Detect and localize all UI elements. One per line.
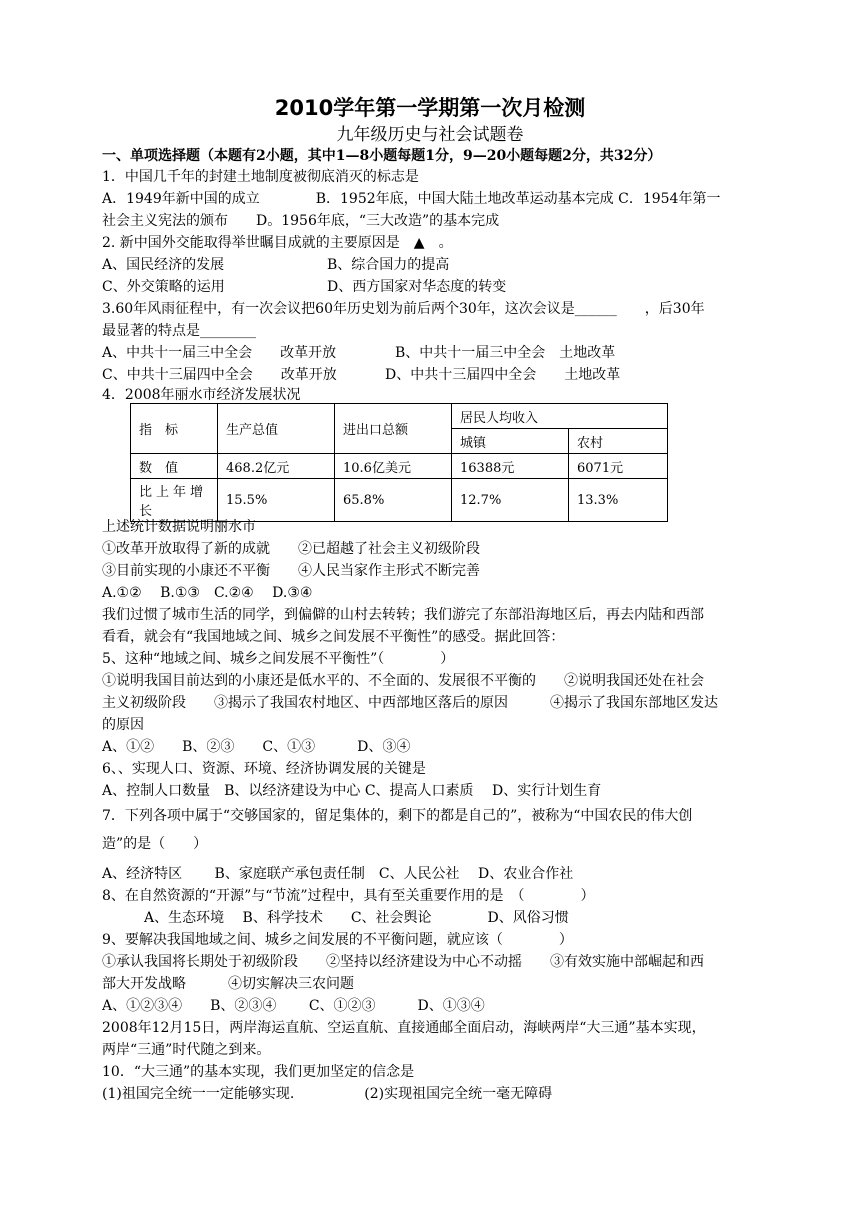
passage1-line2: 看看，就会有“我国地域之间、城乡之间发展不平衡性”的感受。据此回答：: [102, 629, 565, 645]
table-header-gdp: 生产总值: [218, 404, 335, 454]
q3-option-d: D、中共十三届四中全会 土地改革: [385, 367, 621, 383]
q7-stem-line2: 造”的是（ ）: [102, 836, 208, 852]
table-row-label-value: 数 值: [131, 454, 218, 479]
q6-options: A、控制人口数量 B、以经济建设为中心 C、提高人口素质 D、实行计划生育: [102, 783, 602, 799]
q3-option-a: A、中共十一届三中全会 改革开放: [102, 345, 337, 361]
q5-stem: 5、这种“地域之间、城乡之间发展不平衡性”（ ）: [102, 651, 455, 667]
table-cell: 16388元: [452, 454, 569, 479]
q3-option-b: B、中共十一届三中全会 土地改革: [395, 345, 616, 361]
q4-statements-1: ①改革开放取得了新的成就 ②已超越了社会主义初级阶段: [102, 541, 480, 557]
table-header-indicator: 指 标: [131, 404, 218, 454]
table-cell: 468.2亿元: [218, 454, 335, 479]
passage1-line1: 我们过惯了城市生活的同学，到偏僻的山村去转转；我们游完了东部沿海地区后，再去内陆和西部: [102, 607, 704, 623]
table-header-rural: 农村: [569, 429, 668, 454]
q5-statements-3: 的原因: [102, 717, 144, 733]
table-header-income: 居民人均收入: [452, 404, 668, 429]
section-heading: 一、单项选择题（本题有2小题，其中1—8小题每题1分，9—20小题每题2分，共32分）: [102, 148, 662, 164]
q10-stem: 10．“大三通”的基本实现，我们更加坚定的信念是: [102, 1064, 415, 1080]
q10-options: (1)祖国完全统一一定能够实现. (2)实现祖国完全统一毫无障碍: [102, 1086, 553, 1102]
table-cell: 12.7%: [452, 479, 569, 522]
q9-options: A、①②③④ B、②③④ C、①②③ D、①③④: [102, 998, 485, 1014]
q4-options: A.①② B.①③ C.②④ D.③④: [102, 585, 313, 601]
q5-statements-1: ①说明我国目前达到的小康还是低水平的、不全面的、发展很不平衡的 ②说明我国还处在社会: [102, 673, 704, 689]
q7-options: A、经济特区 B、家庭联产承包责任制 C、人民公社 D、农业合作社: [102, 866, 574, 882]
q4-stem: 4．2008年丽水市经济发展状况: [102, 387, 301, 403]
q3-stem-line2: 最显著的特点是________: [102, 323, 256, 339]
q8-stem: 8、在自然资源的“开源”与“节流”过程中，具有至关重要作用的是 （ ）: [102, 888, 595, 904]
q1-stem: 1．中国几千年的封建土地制度被彻底消灭的标志是: [102, 169, 419, 185]
page-subtitle: 九年级历史与社会试题卷: [336, 125, 524, 145]
q9-statements-1: ①承认我国将长期处于初级阶段 ②坚持以经济建设为中心不动摇 ③有效实施中部崛起和西: [102, 954, 704, 970]
passage2-line2: 两岸“三通”时代随之到来。: [102, 1042, 271, 1058]
q1-options-line1: A．1949年新中国的成立 B．1952年底，中国大陆土地改革运动基本完成 C．1954年第一: [102, 191, 721, 207]
table-row-label-growth: 比上年增长: [131, 479, 218, 522]
table-cell: 65.8%: [335, 479, 452, 522]
table-header-urban: 城镇: [452, 429, 569, 454]
q2-option-d: D、西方国家对华态度的转变: [327, 279, 507, 295]
q6-stem: 6、、实现人口、资源、环境、经济协调发展的关键是: [102, 761, 426, 777]
q2-option-b: B、综合国力的提高: [327, 257, 450, 273]
q9-statements-2: 部大开发战略 ④切实解决三农问题: [102, 976, 354, 992]
q5-statements-2: 主义初级阶段 ③揭示了我国农村地区、中西部地区落后的原因 ④揭示了我国东部地区发达: [102, 695, 718, 711]
q9-stem: 9、要解决我国地域之间、城乡之间发展的不平衡问题，就应该（ ）: [102, 932, 573, 948]
q2-option-c: C、外交策略的运用: [102, 279, 225, 295]
passage2-line1: 2008年12月15日，两岸海运直航、空运直航、直接通邮全面启动，海峡两岸“大三通”基本实现，: [102, 1020, 706, 1036]
page-title: 2010学年第一学期第一次月检测: [274, 96, 586, 120]
q2-stem: 2. 新中国外交能取得举世瞩目成就的主要原因是 ▲ 。: [102, 235, 453, 251]
q4-after: 上述统计数据说明丽水市: [102, 519, 256, 535]
q4-statements-2: ③目前实现的小康还不平衡 ④人民当家作主形式不断完善: [102, 563, 480, 579]
table-header-trade: 进出口总额: [335, 404, 452, 454]
economic-data-table: [130, 403, 668, 522]
q3-stem-line1: 3.60年风雨征程中，有一次会议把60年历史划为前后两个30年，这次会议是______ ，后30年: [102, 301, 705, 317]
q7-stem-line1: 7．下列各项中属于“交够国家的，留足集体的，剩下的都是自己的”，被称为“中国农民的伟大创: [102, 808, 693, 824]
q2-option-a: A、国民经济的发展: [102, 257, 225, 273]
q5-options: A、①② B、②③ C、①③ D、③④: [102, 739, 411, 755]
table-cell: 13.3%: [569, 479, 668, 522]
q1-options-line2: 社会主义宪法的颁布 D。1956年底，“三大改造”的基本完成: [102, 213, 500, 229]
table-cell: 6071元: [569, 454, 668, 479]
q3-option-c: C、中共十三届四中全会 改革开放: [102, 367, 337, 383]
q8-options: A、生态环境 B、科学技术 C、社会舆论 D、风俗习惯: [102, 910, 569, 926]
table-cell: 15.5%: [218, 479, 335, 522]
table-cell: 10.6亿美元: [335, 454, 452, 479]
